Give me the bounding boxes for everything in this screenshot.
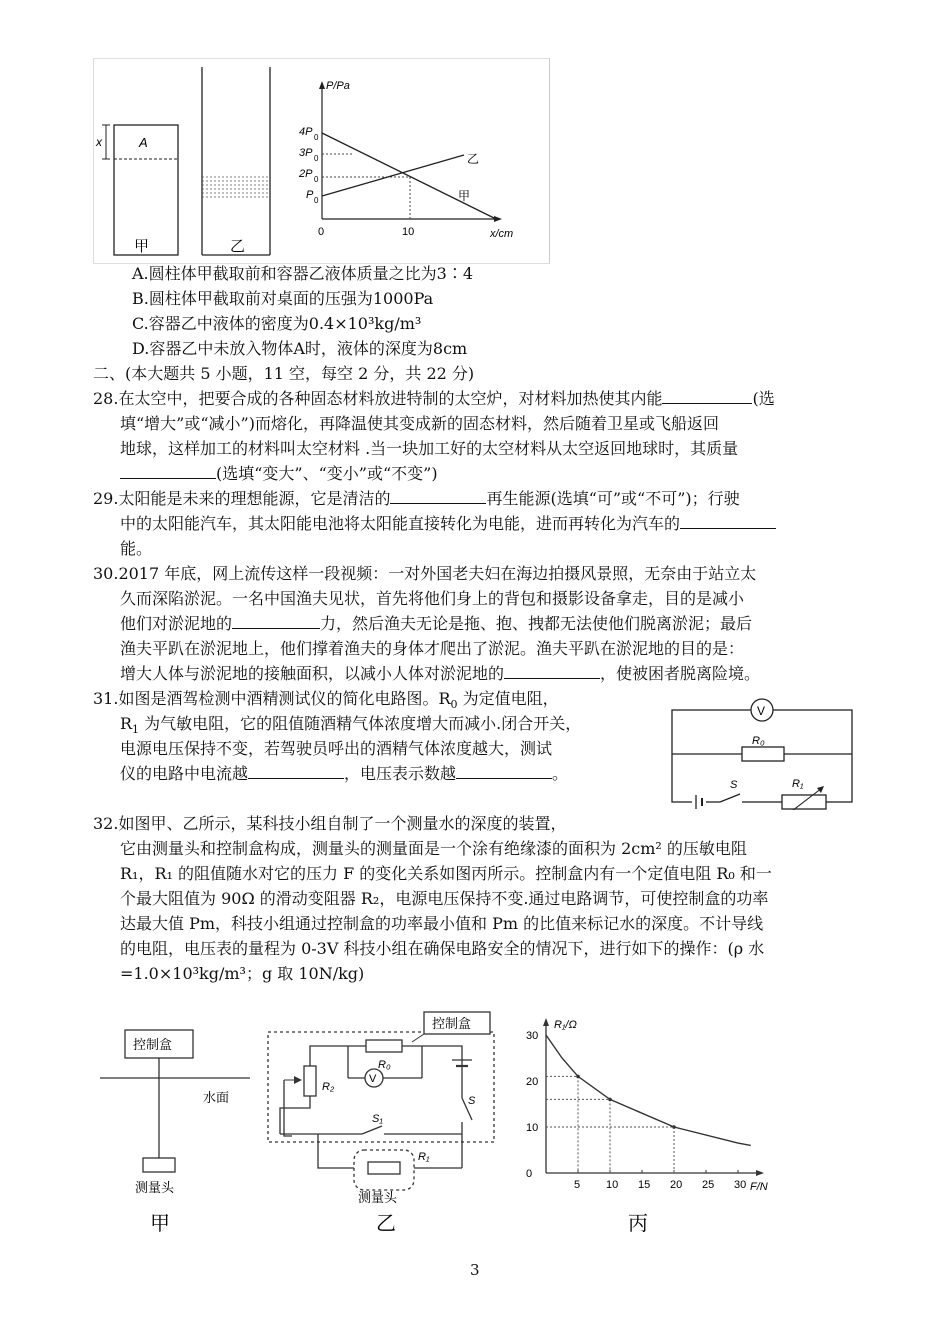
bing-x-tick: 5: [574, 1179, 581, 1191]
line-yi: [322, 155, 464, 196]
r0-box: [366, 1040, 402, 1052]
q31-line-1: 31.如图是酒驾检测中酒精测试仪的简化电路图。$R_0$ 为定值电阻，: [93, 689, 559, 712]
line-jia-label: 甲: [458, 189, 471, 203]
page-number: 3: [470, 1261, 480, 1279]
y-tick-p: P: [306, 189, 314, 201]
q30-line-1: 30.2017 年底，网上流传这样一段视频：一对外国老夫妇在海边拍摄风景照，无奈由于站立太: [93, 564, 757, 583]
water-surface-label: 水面: [203, 1091, 230, 1106]
y-tick-4p: 4P: [299, 126, 313, 138]
q32-line-5: 达最大值 Pm，科技小组通过控制盒的功率最小值和 Pm 的比值来标记水的深度。不计导线: [120, 914, 764, 933]
yi-switch-s1: [362, 1126, 382, 1134]
switch-label: S: [730, 779, 738, 791]
yi-probe-label: 测量头: [358, 1191, 398, 1206]
r0-label: R₀: [752, 735, 765, 747]
caption-jia: 甲: [150, 1211, 170, 1235]
q30-blank-2[interactable]: [504, 662, 600, 679]
jia-probe-label: 测量头: [135, 1181, 175, 1196]
bing-y-tick: 30: [526, 1030, 539, 1042]
line-yi-label: 乙: [467, 152, 480, 166]
x-tick-10: 10: [402, 226, 415, 238]
q30-blank-1[interactable]: [232, 612, 320, 629]
q32-line-4: 个最大阻值为 90Ω 的滑动变阻器 R₂，电源电压保持不变.通过电路调节，可使控制盒的功率: [120, 889, 769, 908]
yi-r1-label: R₁: [418, 1151, 430, 1163]
y-tick-p-sub: 0: [314, 196, 319, 205]
liquid-yi: [202, 177, 270, 197]
jia-control-box-label: 控制盒: [133, 1038, 173, 1053]
q27-option-b: B.圆柱体甲截取前对桌面的压强为1000Pa: [132, 289, 434, 308]
yi-control-box-label: 控制盒: [432, 1017, 472, 1032]
figure-bing: [524, 1008, 784, 1238]
y-tick-2p-sub: 0: [314, 175, 319, 184]
caption-yi: 乙: [376, 1211, 396, 1235]
q32-line-1: 32.如图甲、乙所示，某科技小组自制了一个测量水的深度的装置，: [93, 814, 567, 833]
q30-line-4: 渔夫平趴在淤泥地上，他们撑着渔夫的身体才爬出了淤泥。渔夫平趴在淤泥地的目的是：: [120, 639, 745, 658]
q31-blank-1[interactable]: [248, 762, 344, 779]
q29-line-1: 29.太阳能是未来的理想能源，它是清洁的 再生能源(选填“可”或“不可”)；行驶: [93, 489, 740, 508]
voltmeter-label: V: [757, 704, 766, 718]
origin-label: 0: [318, 226, 325, 238]
bing-curve: [546, 1035, 751, 1145]
q31-line-2: $R_1$ 为气敏电阻，它的阻值随酒精气体浓度增大而减小.闭合开关，: [120, 714, 582, 737]
q29-line-3: 能。: [120, 539, 153, 558]
q28-line-4: (选填“变大”、“变小”或“不变”): [120, 462, 438, 486]
y-axis-label: P/Pa: [326, 80, 350, 92]
y-tick-3p: 3P: [299, 147, 313, 159]
q27-option-c: C.容器乙中液体的密度为0.4×10³kg/m³: [132, 314, 422, 333]
figure-yi: [262, 1008, 504, 1238]
q28-line-2: 填“增大”或“减小”)而熔化，再降温使其变成新的固态材料，然后随着卫星或飞船返回: [120, 414, 719, 433]
bing-y-label: R₁/Ω: [554, 1019, 577, 1031]
bing-x-tick: 20: [670, 1179, 683, 1191]
probe-head: [143, 1158, 175, 1172]
y-tick-3p-sub: 0: [314, 154, 319, 163]
yi-voltmeter-label: V: [369, 1073, 377, 1085]
q32-line-3: R₁，R₁ 的阻值随水对它的压力 F 的变化关系如图丙所示。控制盒内有一个定值电阻 R₀ 和一: [120, 864, 772, 883]
q30-line-2: 久而深陷淤泥。一名中国渔夫见状，首先将他们身上的背包和摄影设备拿走，目的是减小: [120, 589, 745, 608]
q30-line-3: 他们对淤泥地的 力，然后渔夫无论是拖、抱、拽都无法使他们脱离淤泥；最后: [120, 614, 753, 633]
section-title: 二、(本大题共 5 小题，11 空，每空 2 分，共 22 分): [93, 364, 475, 383]
q28-blank-2[interactable]: [120, 462, 216, 479]
yi-switch-s1-label: S₁: [372, 1113, 383, 1125]
yi-switch-s-label: S: [468, 1095, 476, 1107]
q29-line-2: 中的太阳能汽车，其太阳能电池将太阳能直接转化为电能，进而再转化为汽车的: [120, 512, 776, 536]
q28-line-1: 28.在太空中，把要合成的各种固态材料放进特制的太空炉，对材料加热使其内能 (选: [93, 389, 775, 408]
q28-blank-1[interactable]: [662, 387, 752, 404]
yi-r2-label: R₂: [322, 1081, 335, 1093]
q28-line-3: 地球，这样加工的材料叫太空材料 .当一块加工好的太空材料从太空返回地球时，其质量: [120, 439, 739, 458]
figure-jia: [95, 1008, 255, 1238]
q32-line-7: =1.0×10³kg/m³；g 取 10N/kg): [120, 964, 365, 983]
q27-option-d: D.容器乙中未放入物体A时，液体的深度为8cm: [132, 339, 468, 358]
line-jia: [322, 133, 496, 219]
r0-resistor: [742, 747, 784, 761]
q31-line-3: 电源电压保持不变，若驾驶员呼出的酒精气体浓度越大，测试: [120, 739, 553, 758]
pressure-graph: [298, 80, 513, 240]
q32-line-6: 的电阻，电压表的量程为 0-3V 科技小组在确保电路安全的情况下，进行如下的操作：(ρ 水: [120, 939, 765, 958]
q31-circuit: [660, 692, 860, 810]
q32-line-2: 它由测量头和控制盒构成，测量头的测量面是一个涂有绝缘漆的面积为 2cm² 的压敏电阻: [120, 839, 747, 858]
q30-line-5: 增大人体与淤泥地的接触面积，以减小人体对淤泥地的 ，使被困者脱离险境。: [120, 664, 761, 683]
label-yi: 乙: [230, 237, 246, 255]
q29-blank-1[interactable]: [390, 487, 486, 504]
bing-y-tick: 20: [526, 1076, 539, 1088]
yi-r0-label: R₀: [378, 1059, 391, 1071]
q29-blank-2[interactable]: [680, 512, 776, 529]
dim-label: x: [96, 135, 102, 149]
q31-blank-2[interactable]: [456, 762, 552, 779]
yi-r1-box: [368, 1162, 400, 1174]
r1-label: R₁: [792, 778, 804, 790]
bing-x-tick: 15: [638, 1179, 651, 1191]
bing-x-label: F/N: [750, 1181, 768, 1193]
bing-x-tick: 25: [702, 1179, 715, 1191]
top-figure-svg: [94, 59, 549, 263]
caption-bing: 丙: [628, 1211, 648, 1235]
y-tick-4p-sub: 0: [314, 133, 319, 142]
x-axis-label: x/cm: [490, 228, 514, 240]
y-tick-2p: 2P: [299, 168, 313, 180]
block-label: A: [139, 135, 148, 150]
bing-x-tick: 10: [606, 1179, 619, 1191]
label-jia: 甲: [134, 237, 150, 255]
q27-option-a: A.圆柱体甲截取前和容器乙液体质量之比为3∶4: [132, 264, 474, 283]
bing-y-tick: 0: [526, 1168, 533, 1180]
q31-line-4: 仪的电路中电流越 ，电压表示数越 。: [120, 764, 569, 783]
top-figure: [93, 58, 550, 264]
bing-y-tick: 10: [526, 1122, 539, 1134]
r2-rheostat: [304, 1066, 316, 1096]
bing-x-tick: 30: [734, 1179, 747, 1191]
